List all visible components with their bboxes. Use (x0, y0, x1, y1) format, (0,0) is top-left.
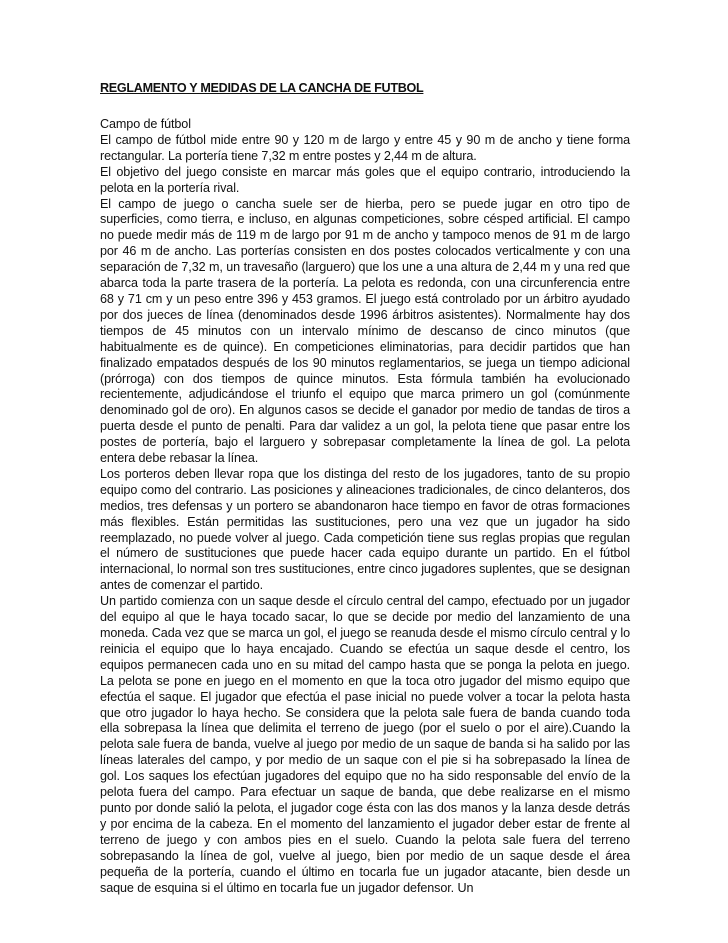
paragraph-kickoff: Un partido comienza con un saque desde el círculo central del campo, efectuado por un jugador del equipo al que le haya tocado sacar, lo que se decide por medio del lanzamiento de una moneda. Cada vez que se marca un gol, el juego se reanuda desde el mismo círculo central y lo reinicia el equipo que lo haya encajado. Cuando se efectúa un saque desde el centro, los equipos permanecen cada uno en su mitad del campo hasta que se ponga la pelota en juego. La pelota se pone en juego en el momento en que la toca otro jugador del mismo equipo que efectúa el saque. El jugador que efectúa el pase inicial no puede volver a tocar la pelota hasta que otro jugador lo haya hecho. Se considera que la pelota sale fuera de banda cuando toda ella sobrepasa la línea que delimita el terreno de juego (por el suelo o por el aire).Cuando la pelota sale fuera de banda, vuelve al juego por medio de un saque de banda si ha salido por las líneas laterales del campo, y por medio de un saque con el pie si ha sobrepasado la línea de gol. Los saques los efectúan jugadores del equipo que no ha sido responsable del envío de la pelota fuera del campo. Para efectuar un saque de banda, que debe realizarse en el mismo punto por donde salió la pelota, el jugador coge ésta con las dos manos y la lanza desde detrás y por encima de la cabeza. En el momento del lanzamiento el jugador deber estar de frente al terreno de juego y con ambos pies en el suelo. Cuando la pelota sale fuera del terreno sobrepasando la línea de gol, vuelve al juego, bien por medio de un saque desde el área pequeña de la portería, cuando el último en tocarla fue un jugador atacante, bien desde un saque de esquina si el último en tocarla fue un jugador defensor. Un (100, 594, 630, 895)
document-body (100, 117, 630, 896)
section-heading: Campo de fútbol (100, 117, 191, 131)
paragraph-players: Los porteros deben llevar ropa que los distinga del resto de los jugadores, tanto de su propio equipo como del contrario. Las posiciones y alineaciones tradicionales, de cinco delanteros, dos medios, tres defensas y un portero se abandonaron hace tiempo en favor de otras formaciones más flexibles. Están permitidas las sustituciones, pero una vez que un jugador ha sido reemplazado, no puede volver al juego. Cada competición tiene sus reglas propias que regulan el número de sustituciones que puede hacer cada equipo durante un partido. En el fútbol internacional, lo normal son tres sustituciones, entre cinco jugadores suplentes, que se designan antes de comenzar el partido. (100, 466, 630, 593)
document-page (100, 80, 630, 896)
paragraph-dimensions: El campo de fútbol mide entre 90 y 120 m de largo y entre 45 y 90 m de ancho y tiene forma rectangular. La portería tiene 7,32 m entre postes y 2,44 m de altura. (100, 132, 630, 163)
paragraph-field-rules: El campo de juego o cancha suele ser de hierba, pero se puede jugar en otro tipo de superficies, como tierra, e incluso, en algunas competiciones, sobre césped artificial. El campo no puede medir más de 119 m de largo por 91 m de ancho y tampoco menos de 91 m de largo por 46 m de ancho. Las porterías consisten en dos postes colocados verticalmente y con una separación de 7,32 m, un travesaño (larguero) que los une a una altura de 2,44 m y una red que abarca toda la parte trasera de la portería. La pelota es redonda, con una circunferencia entre 68 y 71 cm y un peso entre 396 y 453 gramos. El juego está controlado por un árbitro ayudado por dos jueces de línea (denominados desde 1996 árbitros asistentes). Normalmente hay dos tiempos de 45 minutos con un intervalo mínimo de descanso de cinco minutos (que habitualmente es de quince). En competiciones eliminatorias, para decidir partidos que han finalizado empatados después de los 90 minutos reglamentarios, se juega un tiempo adicional (prórroga) con dos tiempos de quince minutos. Esta fórmula también ha evolucionado recientemente, adjudicándose el triunfo el equipo que marca primero un gol (comúnmente denominado gol de oro). En algunos casos se decide el ganador por medio de tandas de tiros a puerta desde el punto de penalti. Para dar validez a un gol, la pelota tiene que pasar entre los postes de portería, bajo el larguero y sobrepasar completamente la línea de gol. La pelota entera debe rebasar la línea. (100, 196, 630, 466)
paragraph-objective: El objetivo del juego consiste en marcar más goles que el equipo contrario, introduciendo la pelota en la portería rival. (100, 164, 630, 195)
document-title: REGLAMENTO Y MEDIDAS DE LA CANCHA DE FUTBOL (100, 81, 424, 95)
